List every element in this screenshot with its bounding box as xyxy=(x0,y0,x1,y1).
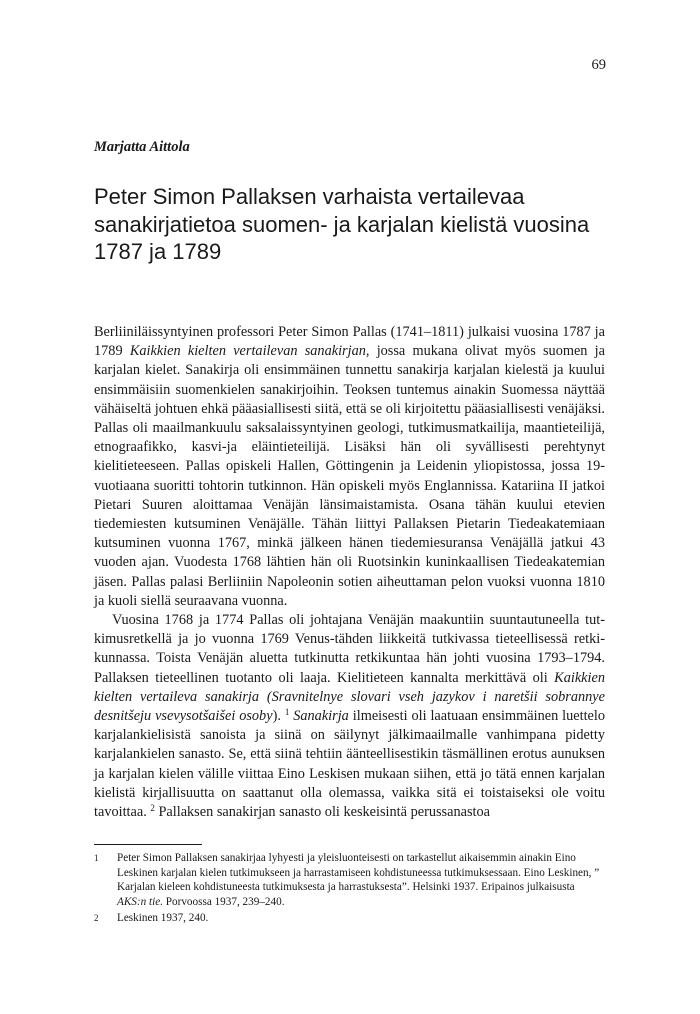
body-text: ). xyxy=(272,708,285,725)
body-paragraph-2 xyxy=(94,611,605,822)
article-title: Peter Simon Pallaksen varhaista vertailevaa sanakirjatietoa suomen- ja karjalan kielistä vuosina 1787 ja 1789 xyxy=(94,184,590,264)
footnote-ref-2[interactable]: 2 xyxy=(150,803,155,814)
book-title-italic: Kaikkien kielten vertailevan sanakirjan xyxy=(129,343,366,360)
body-text: Berliiniläissyntyinen professori Peter Simon Pallas (1741–1811) julkaisi vuosina 1787 ja 1789 xyxy=(94,324,605,360)
body-text: Vuosina 1768 ja 1774 Pallas oli johtajana Venäjän maakuntiin suuntautuneella tutkimusretkellä ja jo vuonna 1769 Venus-tähden liikkeitä tutkivassa tieteellisessä retkikunnassa. Toista Venäjän aluetta tutkinutta retkikuntaa hän johti vuosina 1793–1794. Pallaksen tieteellinen tuotanto oli laaja. Kielitieteen kannalta merkittävä oli xyxy=(94,612,605,686)
footnote-ref-1[interactable]: 1 xyxy=(284,707,290,718)
footnotes xyxy=(94,851,605,926)
book-title-italic: Sanakirja xyxy=(293,708,349,725)
footnote-italic: AKS:n tie. xyxy=(117,895,163,908)
footnote-text-part: Peter Simon Pallaksen sanakirjaa lyhyesti ja yleisluonteisesti on tarkastellut aikaisemmin ainakin Eino Leskinen karjalan kielen tutkimukseen ja harrastamiseen kohdistuneessa tutkimuksessaan. Eino Leskinen, ” Karjalan kieleen kohdistuneesta tutkimuksesta ja harrastuksesta”. Helsinki 1937. Eripainos julkaisusta xyxy=(117,852,600,894)
footnote-2 xyxy=(94,911,605,926)
footnote-number: 1 xyxy=(94,853,99,863)
author-name: Marjatta Aittola xyxy=(94,139,190,155)
body-text: , jossa mukana olivat myös suomen ja karjalan kielet. Sanakirja oli ensimmäinen tunnettu sanakirja karjalan kielestä ja kuului ensimmäisiin suomenkielen sanakirjoihin. Teoksen tuntemus ainakin Suomessa näyttää vähäiseltä johtuen ehkä pääasiallisesti siitä, että se oli kirjoitettu pääasiallisesti venäjäksi. Pallas oli maailmankuulu saksalaissyntyinen geologi, tutkimusmatkailija, maantieteilijä, etnograafikko, kasvi-ja eläintieteilijä. Lisäksi hän oli syvällisesti perehtynyt kielitieteeseen. Pallas opiskeli Hallen, Göttingenin ja Leidenin yliopistossa, jossa 19-vuotiaana suoritti tohtorin tutkinnon. Hän opiskeli myös Englannissa. Katariina II jatkoi Pietari Suuren aloittamaa Venäjän länsimaistamista. Osana tähän kuului etevien tiedemiesten kutsuminen Venäjälle. Tähän liittyi Pallaksen Pietarin Tiedeakatemiaan kutsuminen vuonna 1767, minkä jälkeen hänen tiedemiesuransa Venäjällä jatkui 43 vuoden ajan. Vuodesta 1768 lähtien hän oli Ruotsinkin kuninkaallisen Tiedeakatemian jäsen. Pallas palasi Berliiniin Napoleonin sotien aiheuttaman pelon vuoksi vuonna 1810 ja kuoli siellä seuraavana vuonna. xyxy=(94,343,605,609)
footnote-1 xyxy=(94,851,605,909)
body-text: Pallaksen sanakirjan sanasto oli keskeisintä perussanastoa xyxy=(154,804,490,821)
body-paragraph-1 xyxy=(94,323,605,611)
footnote-number: 2 xyxy=(94,913,99,924)
footnote-text: Leskinen 1937, 240. xyxy=(117,912,209,925)
footnote-text-part: Porvoossa 1937, 239–240. xyxy=(163,895,285,908)
footnote-divider xyxy=(94,844,202,845)
article-body xyxy=(94,323,605,822)
body-text: ilmeisesti oli laatuaan ensimmäinen luettelo karjalankielisistä sanoista ja siinä on säilynyt jälkimaailmalle vanhimpana pidetty karjalankielen sanasto. Se, että siinä tehtiin äänteellisestikin täsmällinen erotus aunuksen ja karjalan kielen välille viittaa Eino Leskisen mukaan siihen, että jo tätä ennen karjalan kielistä kirjallisuutta on saattanut olla olemassa, vaikka sitä ei toistaiseksi ole voitu tavoittaa. xyxy=(94,708,606,821)
page-number: 69 xyxy=(591,57,606,73)
book-title-italic: Kaikkien kielten vertaileva sanakirja (Sravnitelnye slovari vseh jazykov i naretšii sobrannye desnitšeju vsevysotšaišei osoby xyxy=(94,669,605,725)
footnote-text xyxy=(117,851,605,909)
